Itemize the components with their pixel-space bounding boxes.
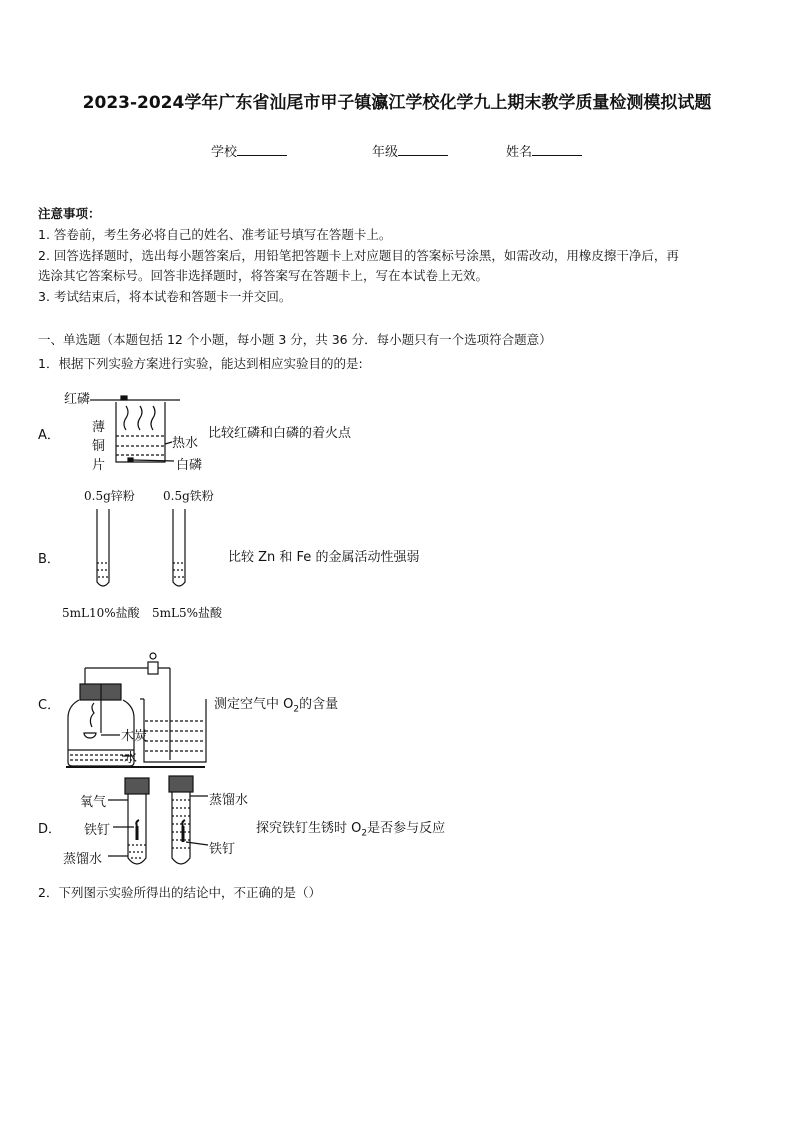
option-b-letter[interactable]: B． [38, 552, 60, 567]
option-a-description: 比较红磷和白磷的着火点 [208, 426, 352, 441]
name-label: 姓名 [506, 145, 533, 160]
acid-5-label: 5mL5%盐酸 [152, 606, 223, 620]
page-title: 2023-2024学年广东省汕尾市甲子镇瀛江学校化学九上期末教学质量检测模拟试题 [82, 93, 712, 113]
stopper-d2 [169, 776, 193, 792]
hot-water-label: 热水 [172, 436, 199, 451]
copper-label-3: 片 [92, 458, 106, 473]
notice-heading: 注意事项： [38, 206, 101, 221]
grade-label: 年级 [372, 145, 399, 160]
red-phosphorus-label: 红磷 [64, 392, 91, 407]
notice-item-3: 3. 考试结束后，将本试卷和答题卡一并交回。 [38, 289, 292, 304]
question-2-stem: 2．下列图示实验所得出的结论中，不正确的是（） [38, 885, 321, 900]
copper-label-2: 铜 [92, 439, 106, 454]
option-a-letter[interactable]: A． [38, 428, 60, 443]
option-d-letter[interactable]: D． [38, 822, 62, 837]
distilled-water-label-2: 蒸馏水 [209, 793, 249, 808]
school-label: 学校 [211, 145, 238, 160]
iron-powder-label: 0.5g铁粉 [163, 489, 214, 503]
option-b-description: 比较 Zn 和 Fe 的金属活动性强弱 [228, 550, 420, 565]
white-phosphorus-label: 白磷 [176, 458, 203, 473]
copper-label-1: 薄 [92, 420, 106, 435]
nail-label-1: 铁钉 [84, 823, 111, 838]
acid-10-label: 5mL10%盐酸 [62, 606, 140, 620]
notice-item-2a: 2. 回答选择题时，选出每小题答案后，用铅笔把答题卡上对应题目的答案标号涂黑，如需改动，用橡皮擦干净后，再 [38, 248, 679, 263]
option-d-desc-sub: 2 [361, 828, 368, 839]
section-heading: 一、单选题（本题包括 12 个小题，每小题 3 分，共 36 分．每小题只有一个选项符合题意） [38, 332, 552, 347]
zinc-powder-label: 0.5g锌粉 [84, 489, 135, 503]
option-c-desc-sub: 2 [293, 704, 300, 715]
notice-item-1: 1. 答卷前，考生务必将自己的姓名、准考证号填写在答题卡上。 [38, 227, 392, 242]
question-1-stem: 1．根据下列实验方案进行实验，能达到相应实验目的的是: [38, 356, 363, 371]
option-c-desc-pre: 测定空气中 O [214, 697, 294, 712]
option-c-desc-post: 的含量 [299, 697, 339, 712]
distilled-water-label-1: 蒸馏水 [63, 852, 103, 867]
nail-label-2: 铁钉 [209, 842, 236, 857]
option-d-desc-pre: 探究铁钉生锈时 O [256, 821, 362, 836]
test-tube-d2 [172, 792, 190, 864]
option-c-letter[interactable]: C． [38, 698, 61, 713]
charcoal-label: 木炭 [121, 729, 148, 744]
stopper-d1 [125, 778, 149, 794]
water-label: 水 [124, 751, 138, 766]
notice-item-2b: 选涂其它答案标号。回答非选择题时，将答案写在答题卡上，写在本试卷上无效。 [38, 268, 489, 283]
oxygen-label: 氧气 [80, 795, 107, 810]
option-d-desc-post: 是否参与反应 [367, 821, 446, 836]
